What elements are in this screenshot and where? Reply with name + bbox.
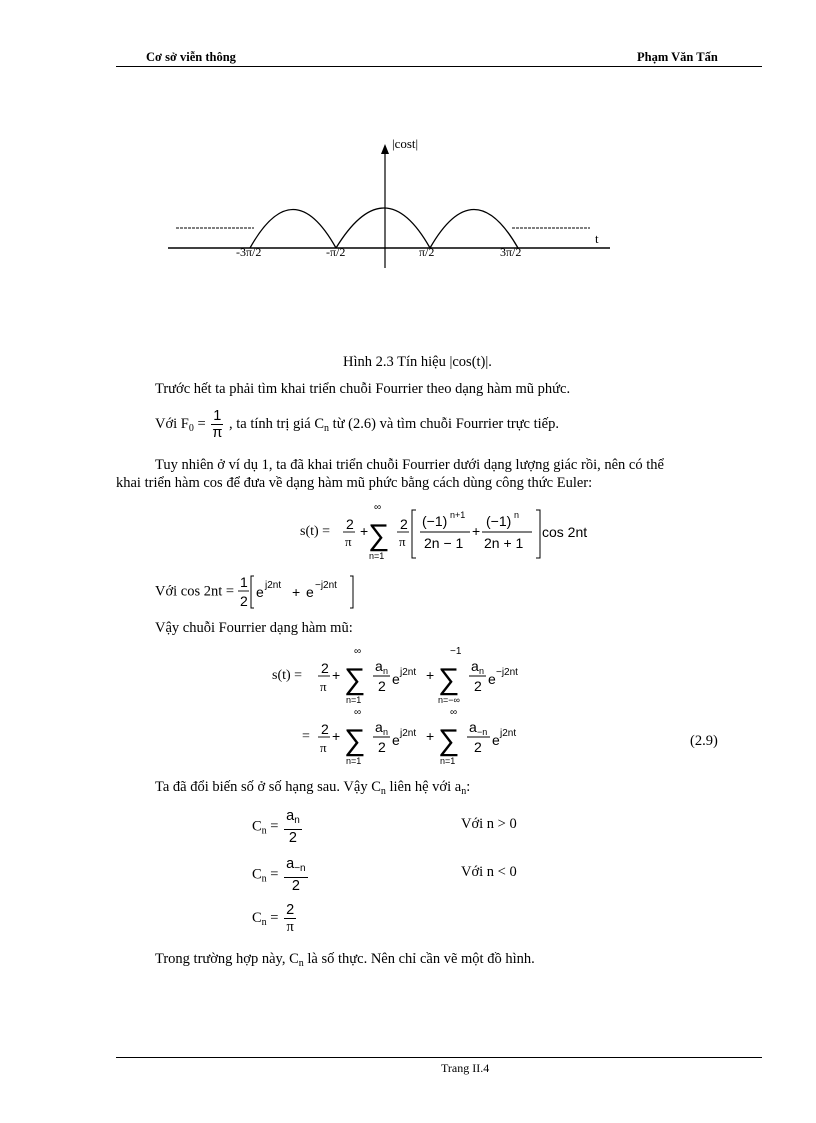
svg-text:π: π bbox=[320, 679, 327, 694]
svg-text:π: π bbox=[320, 740, 327, 755]
svg-text:+: + bbox=[360, 523, 369, 539]
tick-label-3pi2: 3π/2 bbox=[500, 245, 522, 259]
svg-text:2: 2 bbox=[239, 593, 248, 609]
svg-text:−n: −n bbox=[477, 727, 488, 737]
svg-text:e: e bbox=[392, 671, 400, 687]
svg-text:2: 2 bbox=[378, 678, 386, 694]
svg-text:−j2nt: −j2nt bbox=[496, 667, 518, 678]
paragraph-5: Vậy chuỗi Fourrier dạng hàm mũ: bbox=[155, 620, 353, 636]
svg-text:j2nt: j2nt bbox=[500, 728, 517, 739]
svg-text:a: a bbox=[375, 658, 383, 674]
svg-text:n: n bbox=[514, 510, 520, 520]
page-number: Trang II.4 bbox=[441, 1061, 490, 1075]
equation-cos-euler bbox=[238, 572, 408, 612]
paragraph-3-line-2: khai triển hàm cos để đưa về dạng hàm mũ phức bằng cách dùng công thức Euler: bbox=[116, 475, 593, 491]
cn-row-2: $C_n$ = $\frac{a_{-n}}{2}$ bbox=[252, 856, 306, 894]
svg-text:2: 2 bbox=[346, 516, 354, 532]
svg-text:j2nt: j2nt bbox=[264, 580, 281, 591]
svg-text:n=−∞: n=−∞ bbox=[438, 695, 460, 705]
paragraph-2: Với $F_0$ = $\frac{1}{\pi}$ , ta tính trị giá $C_n$ từ (2.6) và tìm chuỗi Fourrier trực tiếp. bbox=[155, 408, 559, 441]
svg-text:n=1: n=1 bbox=[440, 756, 456, 766]
svg-text:2: 2 bbox=[474, 739, 482, 755]
svg-text:1: 1 bbox=[239, 574, 248, 590]
svg-text:j2nt: j2nt bbox=[400, 728, 417, 739]
header-rule bbox=[116, 66, 762, 67]
svg-text:s(t) =: s(t) = bbox=[272, 668, 303, 683]
svg-text:2: 2 bbox=[474, 678, 482, 694]
svg-text:∞: ∞ bbox=[354, 646, 362, 657]
paragraph-3-line-1: Tuy nhiên ở ví dụ 1, ta đã khai triển chuỗi Fourrier dưới dạng lượng giác rồi, nên có thể bbox=[155, 457, 664, 473]
svg-text:n=1: n=1 bbox=[346, 695, 362, 705]
f0-num: 1 bbox=[213, 408, 222, 424]
svg-text:(−1): (−1) bbox=[486, 513, 512, 529]
svg-text:n=1: n=1 bbox=[346, 756, 362, 766]
svg-text:+: + bbox=[291, 584, 300, 600]
paragraph-6: Ta đã đổi biến số ở số hạng sau. Vậy $C_n$ liên hệ với $a_n$: bbox=[155, 779, 471, 797]
y-axis-arrow-icon bbox=[381, 144, 389, 154]
svg-text:2n − 1: 2n − 1 bbox=[424, 535, 464, 551]
svg-text:a: a bbox=[471, 658, 479, 674]
svg-text:2n + 1: 2n + 1 bbox=[484, 535, 524, 551]
paragraph-4: Với cos 2nt = 1 2 e j2nt + e −j2nt bbox=[155, 572, 408, 612]
svg-text:−1: −1 bbox=[450, 646, 462, 657]
svg-text:2: 2 bbox=[321, 660, 329, 676]
equation-st-exponential bbox=[268, 640, 568, 775]
cn-row-1-condition: Với n > 0 bbox=[461, 816, 517, 832]
arch-3 bbox=[430, 210, 518, 249]
sum-icon: ∑ bbox=[344, 724, 366, 757]
tick-label-pi2: π/2 bbox=[419, 245, 435, 259]
svg-text:s(t) =: s(t) = bbox=[300, 524, 331, 539]
svg-text:e: e bbox=[492, 732, 500, 748]
svg-text:+: + bbox=[332, 728, 341, 744]
svg-text:∞: ∞ bbox=[374, 502, 382, 513]
svg-text:2: 2 bbox=[400, 516, 408, 532]
svg-text:e: e bbox=[255, 584, 264, 600]
svg-text:e: e bbox=[392, 732, 400, 748]
y-axis-label: |cost| bbox=[392, 136, 419, 151]
x-axis-label: t bbox=[595, 231, 599, 246]
cn-row-1: $C_n$ = $\frac{a_n}{2}$ bbox=[252, 808, 300, 846]
tick-label-neg3pi2: -3π/2 bbox=[236, 245, 262, 259]
svg-text:j2nt: j2nt bbox=[400, 667, 417, 678]
svg-text:=: = bbox=[302, 729, 310, 744]
svg-text:π: π bbox=[345, 534, 352, 549]
svg-text:+: + bbox=[332, 667, 341, 683]
svg-text:a: a bbox=[375, 719, 383, 735]
header-left: Cơ sở viễn thông bbox=[146, 50, 236, 64]
cn-row-3: $C_n$ = $\frac{2}{\pi}$ bbox=[252, 902, 295, 935]
svg-text:+: + bbox=[426, 667, 435, 683]
header-right: Phạm Văn Tấn bbox=[637, 50, 718, 64]
svg-text:n=1: n=1 bbox=[369, 551, 385, 561]
svg-text:∞: ∞ bbox=[450, 707, 458, 718]
svg-text:∞: ∞ bbox=[354, 707, 362, 718]
svg-text:2: 2 bbox=[321, 721, 329, 737]
svg-text:+: + bbox=[472, 523, 481, 539]
paragraph-1: Trước hết ta phải tìm khai triển chuỗi Fourrier theo dạng hàm mũ phức. bbox=[155, 381, 571, 397]
svg-text:−j2nt: −j2nt bbox=[314, 580, 337, 591]
arch-2 bbox=[336, 208, 430, 248]
svg-text:+: + bbox=[426, 728, 435, 744]
svg-text:e: e bbox=[305, 584, 314, 600]
svg-text:n: n bbox=[383, 727, 389, 737]
paragraph-7: Trong trường hợp này, $C_n$ là số thực. Nên chỉ cần vẽ một đồ hình. bbox=[155, 951, 535, 969]
svg-text:(−1): (−1) bbox=[422, 513, 448, 529]
svg-text:π: π bbox=[399, 534, 406, 549]
svg-text:n: n bbox=[479, 666, 485, 676]
equation-st-cos bbox=[300, 502, 600, 564]
arch-1 bbox=[250, 210, 336, 249]
svg-text:n: n bbox=[383, 666, 389, 676]
cn-row-2-condition: Với n < 0 bbox=[461, 864, 517, 880]
sum-icon: ∑ bbox=[438, 724, 460, 757]
svg-text:a: a bbox=[469, 719, 477, 735]
cos-abs-figure bbox=[160, 130, 620, 275]
sum-icon: ∑ bbox=[344, 663, 366, 696]
sum-icon: ∑ bbox=[438, 663, 460, 696]
svg-text:cos 2nt: cos 2nt bbox=[542, 524, 588, 540]
sum-icon: ∑ bbox=[368, 519, 390, 552]
f0-den: π bbox=[212, 425, 223, 441]
svg-text:2: 2 bbox=[378, 739, 386, 755]
svg-text:e: e bbox=[488, 671, 496, 687]
tick-label-negpi2: -π/2 bbox=[326, 245, 346, 259]
equation-label: (2.9) bbox=[690, 733, 718, 749]
figure-caption: Hình 2.3 Tín hiệu |cos(t)|. bbox=[343, 354, 492, 370]
footer-rule bbox=[116, 1057, 762, 1058]
svg-text:n+1: n+1 bbox=[450, 510, 466, 520]
